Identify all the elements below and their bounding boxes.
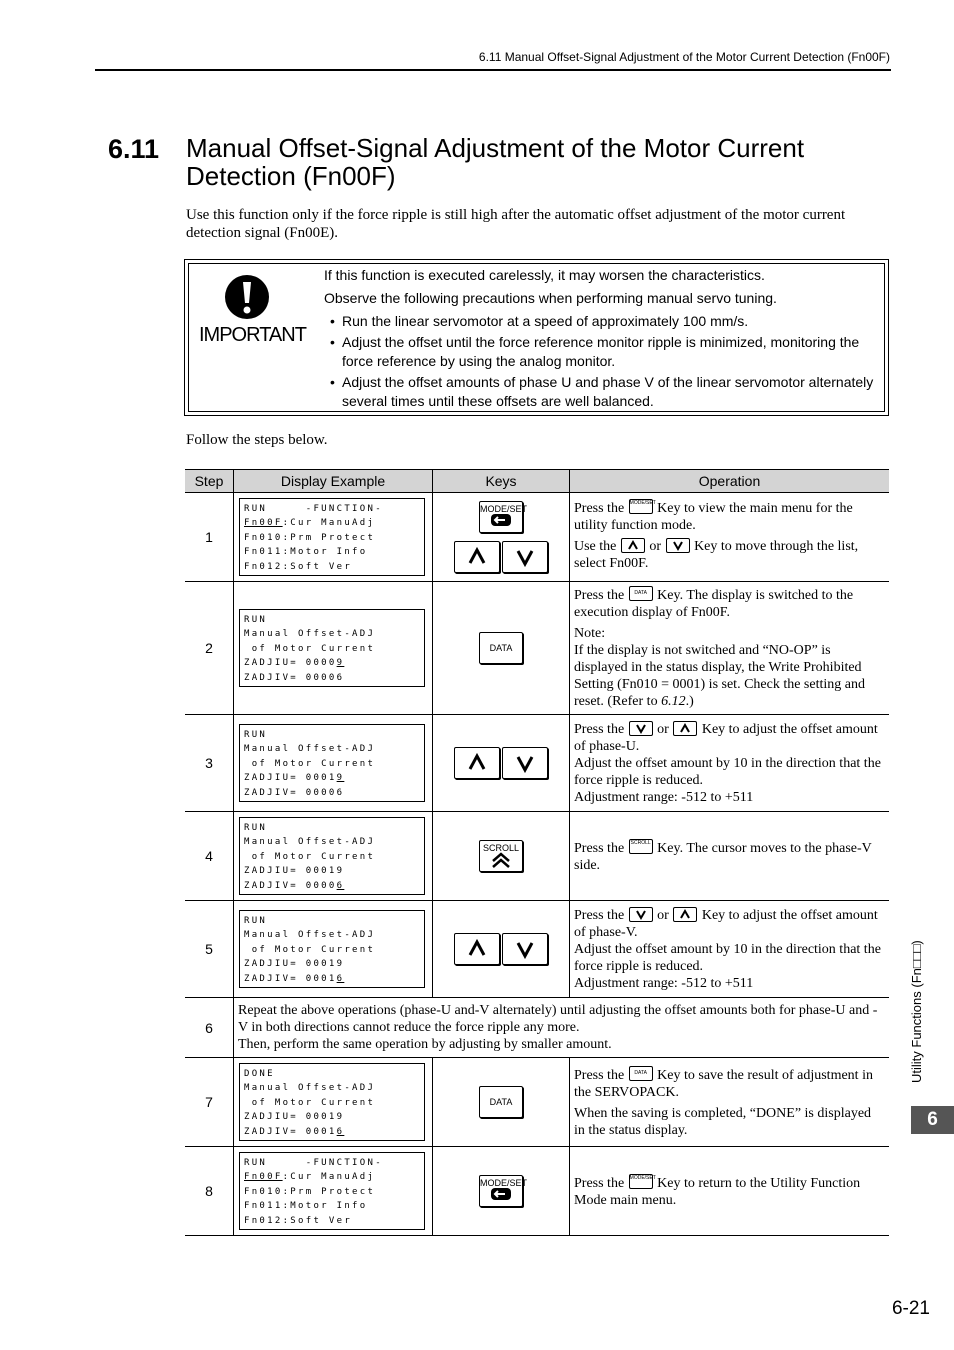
mode-set-key-icon: MODE/SET xyxy=(629,1174,653,1189)
operation-cell: Press the SCROLL Key. The cursor moves to the phase-V side. xyxy=(570,812,890,901)
important-line: If this function is executed carelessly, it may worsen the characteristics. xyxy=(324,267,765,283)
follow-steps-text: Follow the steps below. xyxy=(186,432,328,448)
operation-cell: Press the MODE/SET Key to view the main menu for the utility function mode. Use the or Key to move through the list, select Fn00F. xyxy=(570,493,890,582)
down-arrow-icon xyxy=(503,748,547,778)
important-notice xyxy=(184,259,889,416)
mode-set-arrow-icon xyxy=(480,502,522,532)
data-key-icon: DATA xyxy=(629,1066,653,1081)
lcd-display: RUN Manual Offset-ADJ of Motor Current ZADJIU= 00019 ZADJIV= 00006 xyxy=(239,724,425,803)
down-key-icon xyxy=(629,721,653,736)
down-key[interactable] xyxy=(502,541,548,573)
side-tab-label: Utility Functions (Fn□□□) xyxy=(909,940,924,1083)
operation-cell: Press the DATA Key. The display is switched to the execution display of Fn00F. Note: If the display is not switched and “NO-OP” is displayed in the status display, the Write Prohibited Setting (Fn010 = 0001) is set. Check the setting and reset. (Refer to 6.12.) xyxy=(570,582,890,715)
important-text xyxy=(324,266,884,413)
scroll-key-icon: SCROLL xyxy=(629,839,653,854)
up-arrow-icon xyxy=(455,748,499,778)
steps-table xyxy=(185,469,889,1236)
header-display: Display Example xyxy=(234,470,433,493)
mode-set-arrow-icon xyxy=(480,1176,522,1206)
up-key[interactable] xyxy=(454,933,500,965)
table-row xyxy=(185,1058,889,1147)
operation-cell: Press the DATA Key to save the result of adjustment in the SERVOPACK. When the saving is completed, “DONE” is displayed in the status display. xyxy=(570,1058,890,1147)
up-key-icon xyxy=(673,721,697,736)
precaution-item: • Adjust the offset until the force reference monitor ripple is minimized, monitoring the force reference by using the analog monitor. xyxy=(324,333,884,371)
section-number: 6.11 xyxy=(108,134,160,164)
lcd-display: RUN Manual Offset-ADJ of Motor Current ZADJIU= 00009 ZADJIV= 00006 xyxy=(239,609,425,688)
data-key[interactable]: DATA xyxy=(479,632,523,664)
up-arrow-icon xyxy=(455,934,499,964)
table-row xyxy=(185,715,889,812)
header-step: Step xyxy=(185,470,234,493)
step-number: 6 xyxy=(185,998,234,1058)
data-key[interactable]: DATA xyxy=(479,1086,523,1118)
step-number: 5 xyxy=(185,901,234,998)
precaution-list xyxy=(324,312,884,411)
lcd-display: DONE Manual Offset-ADJ of Motor Current ZADJIU= 00019 ZADJIV= 00016 xyxy=(239,1063,425,1142)
table-header-row xyxy=(185,470,889,493)
important-label: IMPORTANT xyxy=(199,324,306,346)
data-key-icon: DATA xyxy=(629,586,653,601)
operation-cell: Press the MODE/SET Key to return to the Utility Function Mode main menu. xyxy=(570,1147,890,1236)
mode-set-key-icon: MODE/SET xyxy=(629,499,653,514)
header-keys: Keys xyxy=(433,470,570,493)
scroll-chevron-icon xyxy=(480,841,522,871)
lcd-display: RUN -FUNCTION- Fn00F:Cur ManuAdj Fn010:Prm Protect Fn011:Motor Info Fn012:Soft Ver xyxy=(239,1152,425,1231)
table-row xyxy=(185,901,889,998)
table-row xyxy=(185,998,889,1058)
operation-cell: Press the or Key to adjust the offset amount of phase-V. Adjust the offset amount by 10 in the direction that the force ripple is reduced. Adjustment range: -512 to +511 xyxy=(570,901,890,998)
step-number: 2 xyxy=(185,582,234,715)
important-line: Observe the following precautions when performing manual servo tuning. xyxy=(324,290,777,306)
mode-set-key[interactable]: MODE/SET xyxy=(479,1175,523,1207)
up-key-icon xyxy=(673,907,697,922)
operation-cell: Press the or Key to adjust the offset amount of phase-U. Adjust the offset amount by 10 in the direction that the force ripple is reduced. Adjustment range: -512 to +511 xyxy=(570,715,890,812)
scroll-key[interactable]: SCROLL xyxy=(479,840,523,872)
table-row xyxy=(185,493,889,582)
exclamation-circle-icon xyxy=(224,274,270,320)
table-row xyxy=(185,812,889,901)
precaution-item: • Run the linear servomotor at a speed of approximately 100 mm/s. xyxy=(324,312,884,331)
step-number: 3 xyxy=(185,715,234,812)
step-number: 4 xyxy=(185,812,234,901)
page-number: 6-21 xyxy=(891,1298,930,1319)
up-arrow-icon xyxy=(455,542,499,572)
lcd-display: RUN Manual Offset-ADJ of Motor Current ZADJIU= 00019 ZADJIV= 00016 xyxy=(239,910,425,989)
up-key[interactable] xyxy=(454,747,500,779)
down-key-icon xyxy=(629,907,653,922)
up-key-icon xyxy=(621,538,645,553)
step-number: 8 xyxy=(185,1147,234,1236)
down-arrow-icon xyxy=(503,934,547,964)
running-header: 6.11 Manual Offset-Signal Adjustment of the Motor Current Detection (Fn00F) xyxy=(478,50,890,64)
table-row xyxy=(185,1147,889,1236)
precaution-item: • Adjust the offset amounts of phase U and phase V of the linear servomotor alternately several times until these offsets are well balanced. xyxy=(324,373,884,411)
down-key[interactable] xyxy=(502,747,548,779)
down-key-icon xyxy=(666,538,690,553)
table-row xyxy=(185,582,889,715)
chapter-tab: 6 xyxy=(911,1106,954,1134)
step-number: 7 xyxy=(185,1058,234,1147)
mode-set-key[interactable]: MODE/SET xyxy=(479,501,523,533)
step-number: 1 xyxy=(185,493,234,582)
lcd-display: RUN Manual Offset-ADJ of Motor Current ZADJIU= 00019 ZADJIV= 00006 xyxy=(239,817,425,896)
down-key[interactable] xyxy=(502,933,548,965)
lcd-display: RUN -FUNCTION- Fn00F:Cur ManuAdj Fn010:Prm Protect Fn011:Motor Info Fn012:Soft Ver xyxy=(239,498,425,577)
section-title: Manual Offset-Signal Adjustment of the Motor Current Detection (Fn00F) xyxy=(186,133,805,191)
header-operation: Operation xyxy=(570,470,890,493)
header-rule xyxy=(95,69,891,71)
down-arrow-icon xyxy=(503,542,547,572)
intro-paragraph: Use this function only if the force ripple is still high after the automatic offset adjustment of the motor current detection signal (Fn00E). xyxy=(186,207,846,241)
up-key[interactable] xyxy=(454,541,500,573)
operation-cell: Repeat the above operations (phase-U and-V alternately) until adjusting the offset amounts both for phase-U and -V in both directions cannot reduce the force ripple any more. Then, perform the same operation by adjusting by smaller amount. xyxy=(234,998,890,1058)
